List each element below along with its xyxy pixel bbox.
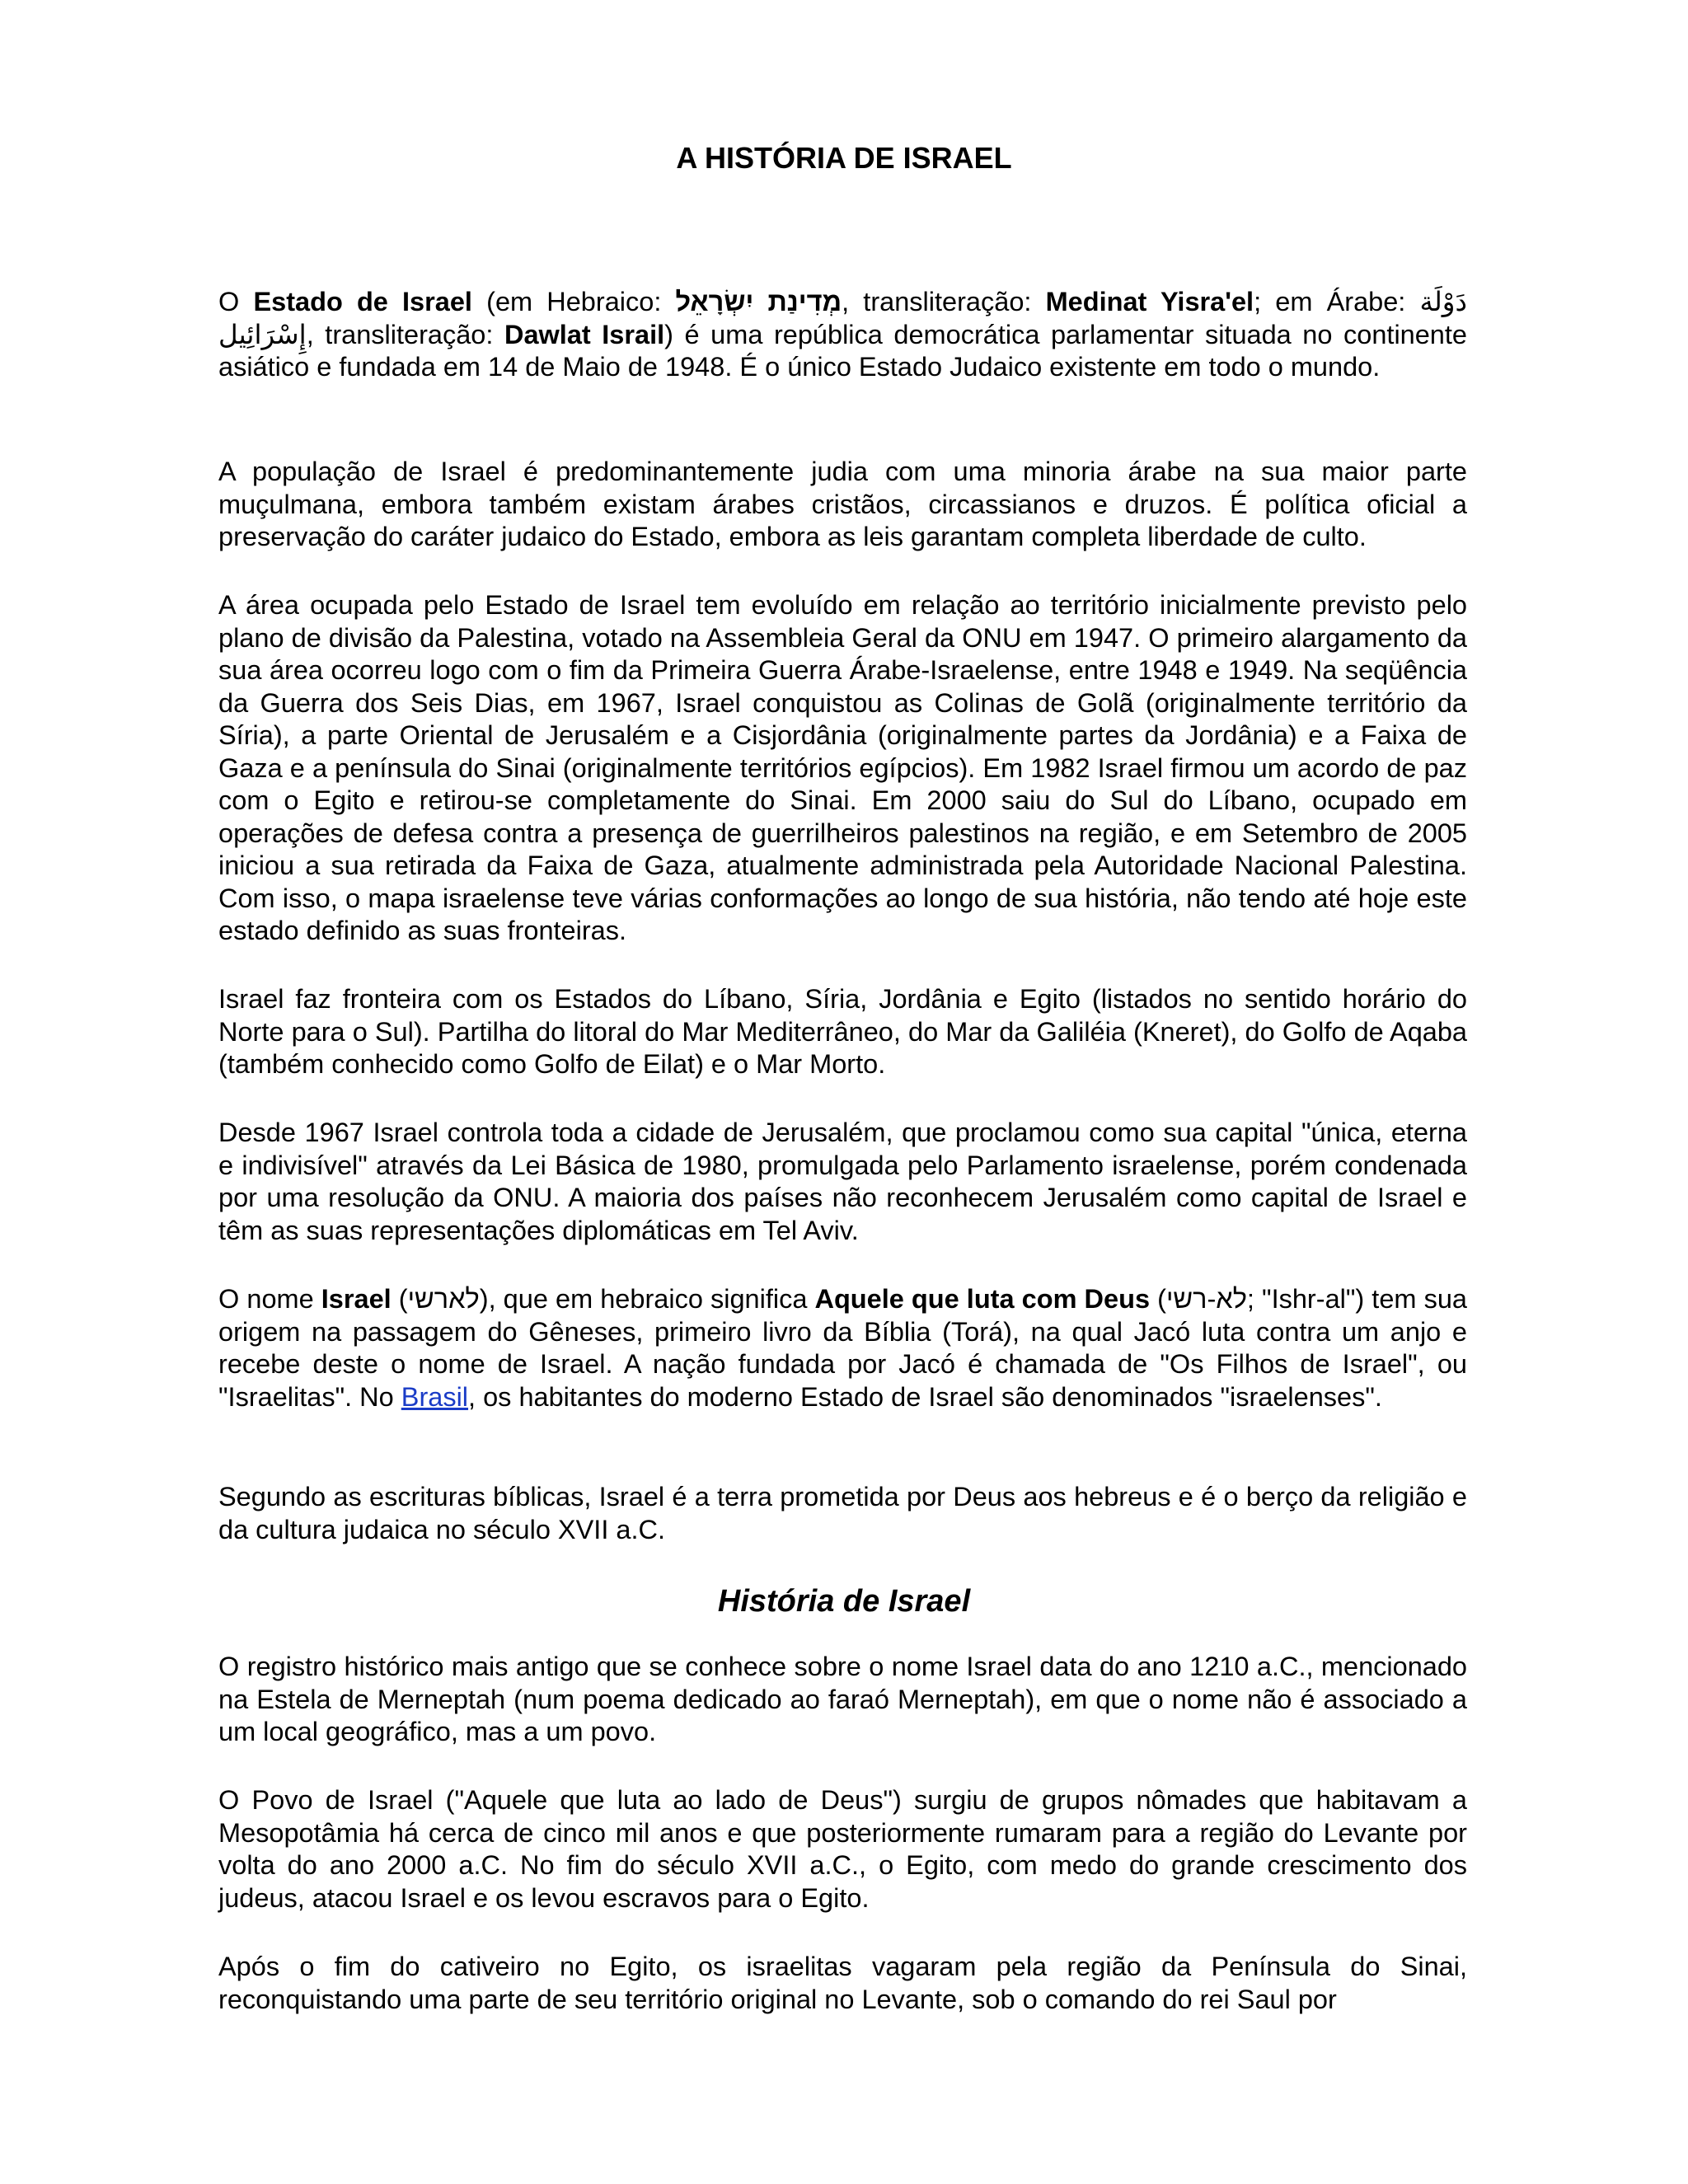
paragraph-population: A população de Israel é predominantemente judia com uma minoria árabe na sua maior parte muçulmana, embora também existam árabes cristãos, circassianos e druzos. É política oficial a preservação do caráter judaico do Estado, embora as leis garantam completa liberdade de culto.: [218, 457, 1467, 551]
paragraph-intro: O Estado de Israel (em Hebraico: מְדִינַת יִשְׂרָאֵל, transliteração: Medinat Yisra'el; em Árabe: دَوْلَة إِسْرَائِيل, transliteração: Dawlat Israil) é uma república democrática parlamentar situada no continente asiático e fundada em 14 de Maio de 1948. É o único Estado Judaico existente em todo o mundo.: [218, 287, 1467, 382]
paragraph-after-captivity: Após o fim do cativeiro no Egito, os israelitas vagaram pela região da Península do Sinai, reconquistando uma parte de seu território original no Levante, sob o comando do rei Saul por: [218, 1952, 1467, 2014]
bold-term: Dawlat Israil: [504, 319, 665, 349]
hebrew-word: לא-רשי: [1165, 1284, 1247, 1314]
paragraph-jerusalem: Desde 1967 Israel controla toda a cidade de Jerusalém, que proclamou como sua capital "única, eterna e indivisível" através da Lei Básica de 1980, promulgada pelo Parlamento israelense, porém condenada por uma resolução da ONU. A maioria dos países não reconhecem Jerusalém como capital de Israel e têm as suas representações diplomáticas em Tel Aviv.: [218, 1118, 1467, 1245]
bold-term: Medinat Yisra'el: [1045, 287, 1254, 316]
hebrew-word: לארשי: [407, 1284, 480, 1314]
bold-term: Israel: [321, 1284, 392, 1314]
paragraph-merneptah: O registro histórico mais antigo que se conhece sobre o nome Israel data do ano 1210 a.C., mencionado na Estela de Merneptah (num poema dedicado ao faraó Merneptah), em que o nome não é associado a um local geográfico, mas a um povo.: [218, 1652, 1467, 1746]
arabic-name: دَوْلَة إِسْرَائِيل: [218, 287, 1467, 349]
paragraph-territory: A área ocupada pelo Estado de Israel tem evoluído em relação ao território inicialmente previsto pelo plano de divisão da Palestina, votado na Assembleia Geral da ONU em 1947. O primeiro alargamento da sua área ocorreu logo com o fim da Primeira Guerra Árabe-Israelense, entre 1948 e 1949. Na seqüência da Guerra dos Seis Dias, em 1967, Israel conquistou as Colinas de Golã (originalmente território da Síria), a parte Oriental de Jerusalém e a Cisjordânia (originalmente partes da Jordânia) e a Faixa de Gaza e a península do Sinai (originalmente territórios egípcios). Em 1982 Israel firmou um acordo de paz com o Egito e retirou-se completamente do Sinai. Em 2000 saiu do Sul do Líbano, ocupado em operações de defesa contra a presença de guerrilheiros palestinos na região, e em Setembro de 2005 iniciou a sua retirada da Faixa de Gaza, atualmente administrada pela Autoridade Nacional Palestina. Com isso, o mapa israelense teve várias conformações ao longo de sua história, não tendo até hoje este estado definido as suas fronteiras.: [218, 590, 1467, 945]
paragraph-people-origin: O Povo de Israel ("Aquele que luta ao lado de Deus") surgiu de grupos nômades que habitavam a Mesopotâmia há cerca de cinco mil anos e que posteriormente rumaram para a região do Levante por volta do ano 2000 a.C. No fim do século XVII a.C., o Egito, com medo do grande crescimento dos judeus, atacou Israel e os levou escravos para o Egito.: [218, 1785, 1467, 1913]
page-title: A HISTÓRIA DE ISRAEL: [676, 141, 1012, 175]
bold-term: Aquele que luta com Deus: [814, 1284, 1151, 1314]
paragraph-name-origin: O nome Israel (לארשי), que em hebraico significa Aquele que luta com Deus (לא-רשי; "Ishr-al") tem sua origem na passagem do Gêneses, primeiro livro da Bíblia (Torá), na qual Jacó luta contra um anjo e recebe deste o nome de Israel. A nação fundada por Jacó é chamada de "Os Filhos de Israel", ou "Israelitas". No Brasil, os habitantes do moderno Estado de Israel são denominados "israelenses".: [218, 1284, 1467, 1412]
paragraph-borders: Israel faz fronteira com os Estados do Líbano, Síria, Jordânia e Egito (listados no sentido horário do Norte para o Sul). Partilha do litoral do Mar Mediterrâneo, do Mar da Galiléia (Kneret), do Golfo de Aqaba (também conhecido como Golfo de Eilat) e o Mar Morto.: [218, 984, 1467, 1079]
paragraph-scriptures: Segundo as escrituras bíblicas, Israel é a terra prometida por Deus aos hebreus e é o berço da religião e da cultura judaica no século XVII a.C.: [218, 1482, 1467, 1544]
section-heading: História de Israel: [717, 1584, 971, 1619]
hebrew-name: מְדִינַת יִשְׂרָאֵל: [675, 287, 842, 316]
bold-term: Estado de Israel: [253, 287, 472, 316]
brasil-link[interactable]: Brasil: [401, 1381, 469, 1412]
